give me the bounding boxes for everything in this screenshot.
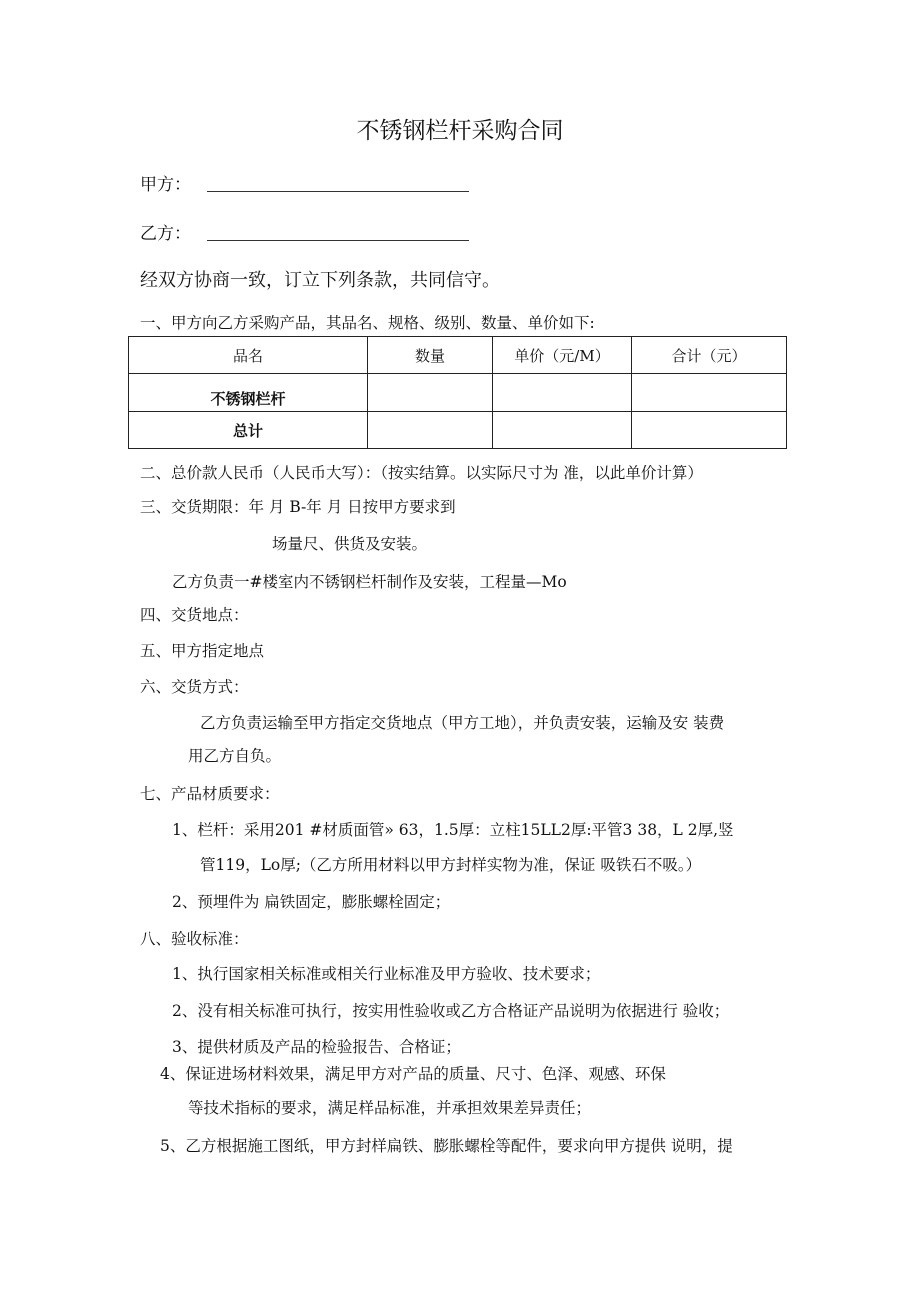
section-2-text: 二、总价款人民币（人民币大写）：（按实结算。以实际尺寸为 准，以此单价计算） <box>140 464 703 482</box>
product-table <box>128 336 787 449</box>
table-cell <box>493 412 632 449</box>
party-a-blank-line <box>207 191 469 192</box>
section-8-heading: 八、验收标准： <box>140 930 249 948</box>
section-8-item-5: 5、乙方根据施工图纸，甲方封样扁铁、膨胀螺栓等配件，要求向甲方提供 说明，提 <box>160 1137 733 1155</box>
section-5-heading: 五、甲方指定地点 <box>140 642 265 660</box>
table-cell <box>632 374 787 412</box>
table-header-cell: 数量 <box>368 337 493 374</box>
section-6-heading: 六、交货方式： <box>140 678 249 696</box>
section-6-text-line-2: 用乙方自负。 <box>188 747 282 765</box>
table-cell-product: 不锈钢栏杆 <box>129 374 368 412</box>
table-row <box>129 412 787 449</box>
table-header-cell: 合计（元） <box>632 337 787 374</box>
section-8-item-4-line-2: 等技术指标的要求，满足样品标准，并承担效果差异责任； <box>188 1099 592 1117</box>
table-cell <box>493 374 632 412</box>
table-header-cell: 品名 <box>129 337 368 374</box>
party-b-label: 乙方： <box>140 224 191 244</box>
party-a-label: 甲方： <box>140 175 191 195</box>
section-8-item-3: 3、提供材质及产品的检验报告、合格证； <box>172 1038 461 1056</box>
table-header-row <box>129 337 787 374</box>
section-8-item-2: 2、没有相关标准可执行，按实用性验收或乙方合格证产品说明为依据进行 验收； <box>172 1002 730 1020</box>
table-cell <box>632 412 787 449</box>
section-1-heading: 一、甲方向乙方采购产品，其品名、规格、级别、数量、单价如下: <box>140 314 595 332</box>
section-7-item-1-line-1: 1、栏杆：采用201 #材质面管» 63，1.5厚：立柱15LL2厚:平管3 38，L 2厚,竖 <box>172 821 734 839</box>
table-row <box>129 374 787 412</box>
section-4-heading: 四、交货地点： <box>140 606 249 624</box>
intro-text: 经双方协商一致，订立下列条款，共同信守。 <box>140 270 500 291</box>
party-b-blank-line <box>207 240 469 241</box>
section-7-item-2: 2、预埋件为 扁铁固定，膨胀螺栓固定； <box>172 893 451 911</box>
section-8-item-4-line-1: 4、保证进场材料效果，满足甲方对产品的质量、尺寸、色泽、观感、环保 <box>160 1065 666 1083</box>
section-8-item-1: 1、执行国家相关标准或相关行业标准及甲方验收、技术要求； <box>172 965 601 983</box>
table-header-cell: 单价（元/M） <box>493 337 632 374</box>
table-cell-total: 总计 <box>129 412 368 449</box>
section-7-item-1-line-2: 管119，Lo厚;（乙方所用材料以甲方封样实物为准，保证 吸铁石不吸。） <box>200 856 702 874</box>
table-cell <box>368 412 493 449</box>
section-6-text-line-1: 乙方负责运输至甲方指定交货地点（甲方工地），并负责安装，运输及安 装费 <box>200 714 725 732</box>
section-3-continuation: 场量尺、供货及安装。 <box>272 535 428 553</box>
section-3-scope: 乙方负责一#楼室内不锈钢栏杆制作及安装，工程量—Mo <box>172 573 567 591</box>
table-cell <box>368 374 493 412</box>
section-3-text: 三、交货期限：年 月 B-年 月 日按甲方要求到 <box>140 498 456 516</box>
section-7-heading: 七、产品材质要求： <box>140 785 280 803</box>
page-title: 不锈钢栏杆采购合同 <box>356 118 564 144</box>
